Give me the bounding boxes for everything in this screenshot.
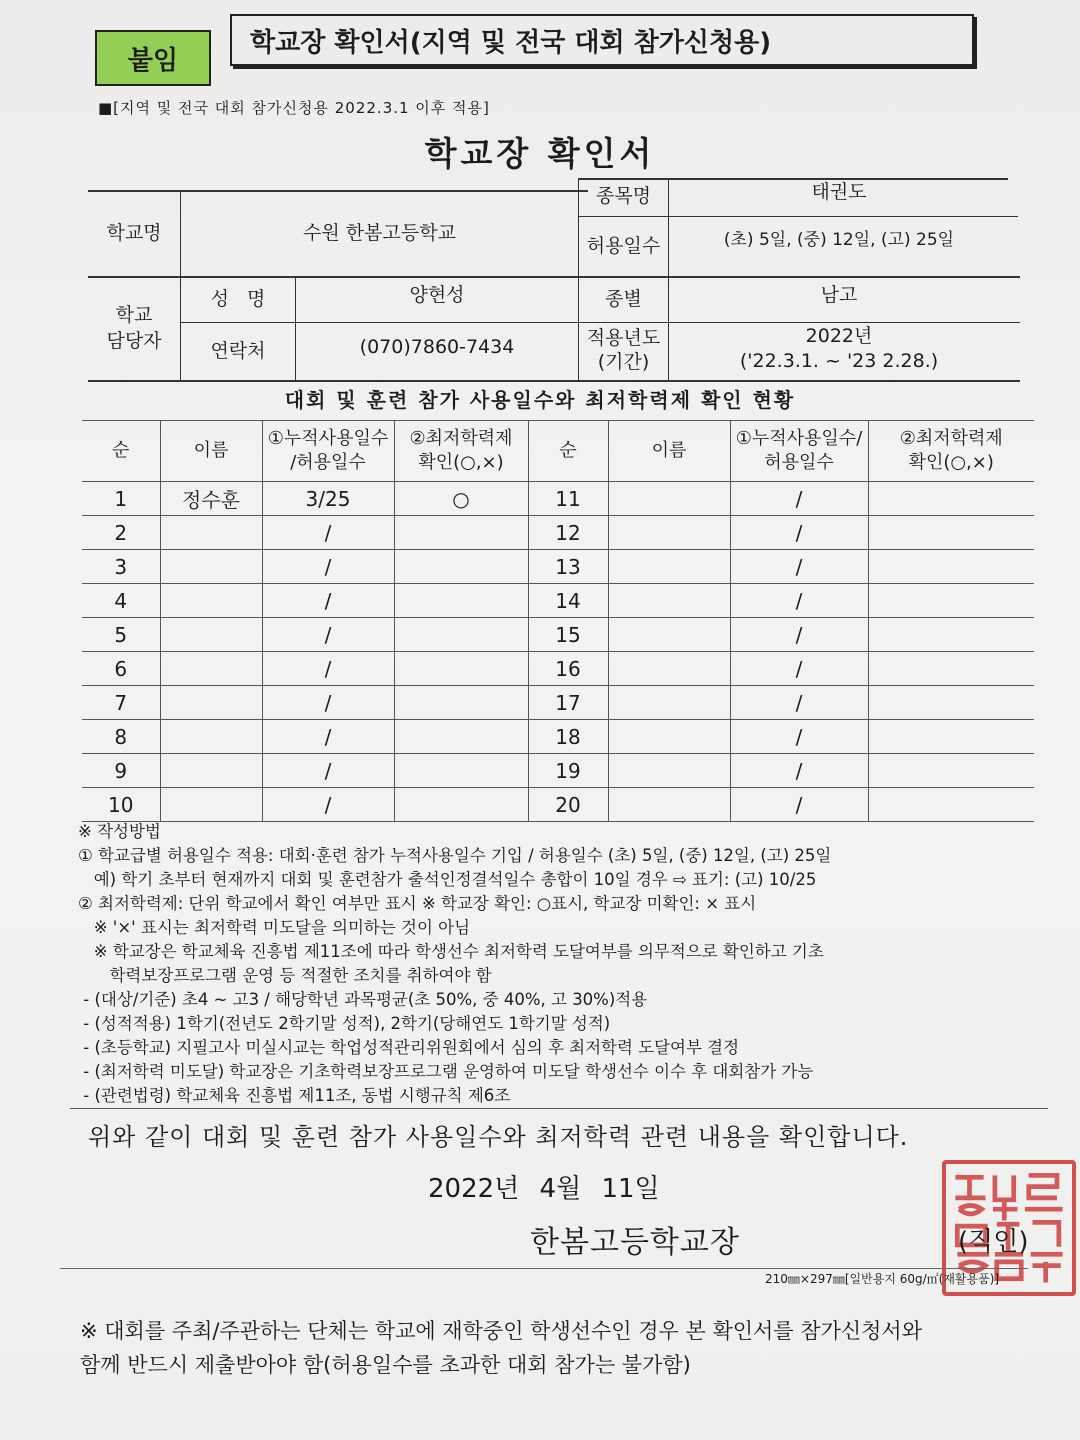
table-cell: /: [262, 550, 394, 584]
table-cell: [608, 516, 730, 550]
table-cell: [394, 550, 528, 584]
table-cell: [160, 550, 262, 584]
table-cell: 8: [82, 720, 160, 754]
instruction-line: - (관련법령) 학교체육 진흥법 제11조, 동법 시행규칙 제6조: [78, 1086, 511, 1105]
footer-note: ※ 대회를 주최/주관하는 단체는 학교에 재학중인 학생선수인 경우 본 확인서를 참가신청서와 함께 반드시 제출받아야 함(허용일수를 초과한 대회 참가는 불가함): [80, 1319, 923, 1377]
manager-label: 학교 담당자: [106, 304, 162, 352]
school-info-block: [88, 170, 1020, 384]
table-cell: [608, 550, 730, 584]
column-header: ②최저학력제 확인(○,×): [394, 421, 528, 482]
table-row: [82, 482, 1034, 516]
instruction-line: ※ '×' 표시는 최저학력 미도달을 의미하는 것이 아님: [78, 918, 471, 937]
gender-value: 남고: [820, 284, 858, 307]
principal-name: 한봄고등학교장: [530, 1225, 740, 1260]
column-header: ①누적사용일수/ 허용일수: [730, 421, 868, 482]
table-cell: 15: [528, 618, 608, 652]
table-cell: /: [262, 686, 394, 720]
period-value: 2022년 ('22.3.1. ~ '23 2.28.): [739, 325, 939, 372]
table-row: [82, 618, 1034, 652]
table-cell: [868, 516, 1034, 550]
table-cell: 1: [82, 482, 160, 516]
instructions-block: [78, 820, 1053, 1108]
table-cell: 17: [528, 686, 608, 720]
instruction-line: - (초등학교) 지필고사 미실시교는 학업성적관리위원회에서 심의 후 최저학력 도달여부 결정: [78, 1038, 740, 1057]
attachment-tag: 붙임: [95, 30, 211, 86]
table-cell: [868, 652, 1034, 686]
table-cell: [160, 584, 262, 618]
school-name-label: 학교명: [106, 222, 162, 245]
table-cell: [160, 720, 262, 754]
table-cell: /: [262, 516, 394, 550]
issue-date: 2022년 4월 11일: [428, 1174, 660, 1204]
table-cell: ○: [394, 482, 528, 516]
table-cell: [394, 652, 528, 686]
table-cell: /: [730, 584, 868, 618]
table-cell: /: [262, 584, 394, 618]
table-cell: 19: [528, 754, 608, 788]
table-cell: /: [730, 550, 868, 584]
header-title: 학교장 확인서(지역 및 전국 대회 참가신청용): [230, 14, 974, 66]
table-cell: /: [730, 618, 868, 652]
table-cell: /: [730, 516, 868, 550]
instruction-line: ① 학교급별 허용일수 적용: 대회·훈련 참가 누적사용일수 기입 / 허용일수 (초) 5일, (중) 12일, (고) 25일: [78, 846, 832, 865]
table-cell: 7: [82, 686, 160, 720]
table-cell: 16: [528, 652, 608, 686]
table-header-row: [82, 421, 1034, 482]
table-cell: /: [262, 720, 394, 754]
table-cell: [868, 618, 1034, 652]
table-cell: 11: [528, 482, 608, 516]
instruction-line: - (대상/기준) 초4 ~ 고3 / 해당학년 과목평균(초 50%, 중 40%, 고 30%)적용: [78, 990, 648, 1009]
table-cell: /: [730, 652, 868, 686]
table-cell: 12: [528, 516, 608, 550]
table-cell: [608, 720, 730, 754]
instruction-line: 학력보장프로그램 운영 등 적절한 조치를 취하여야 함: [78, 966, 492, 985]
table-cell: 4: [82, 584, 160, 618]
document-title: 학교장 확인서: [424, 134, 656, 173]
sport-label: 종목명: [595, 185, 652, 208]
column-header: 이름: [160, 421, 262, 482]
paper-spec: 210㎜×297㎜[일반용지 60g/㎡(재활용품)]: [765, 1272, 1000, 1286]
table-cell: /: [730, 788, 868, 822]
table-cell: 13: [528, 550, 608, 584]
table-cell: [160, 788, 262, 822]
period-label: 적용년도 (기간): [586, 327, 661, 373]
gender-label: 종별: [605, 288, 642, 311]
column-header: 순: [528, 421, 608, 482]
apply-note: ■[지역 및 전국 대회 참가신청용 2022.3.1 이후 적용]: [98, 99, 490, 117]
instruction-line: 예) 학기 초부터 현재까지 대회 및 훈련참가 출석인정결석일수 총합이 10일 경우 ⇨ 표기: (고) 10/25: [78, 870, 817, 889]
person-name-label: 성 명: [210, 288, 266, 311]
seal-label: (직인): [958, 1227, 1029, 1257]
table-cell: [160, 686, 262, 720]
table-cell: [160, 652, 262, 686]
table-row: [82, 652, 1034, 686]
divider: [60, 1268, 1028, 1269]
table-cell: [868, 788, 1034, 822]
table-row: [82, 788, 1034, 822]
table-cell: [394, 788, 528, 822]
column-header: 이름: [608, 421, 730, 482]
contact-value: (070)7860-7434: [359, 336, 515, 359]
table-cell: [394, 618, 528, 652]
table-cell: [868, 754, 1034, 788]
table-cell: 9: [82, 754, 160, 788]
table-cell: /: [262, 652, 394, 686]
table-cell: [868, 720, 1034, 754]
allowed-days-value: (초) 5일, (중) 12일, (고) 25일: [723, 229, 955, 250]
table-row: [82, 686, 1034, 720]
table-cell: [608, 652, 730, 686]
table-cell: [394, 754, 528, 788]
table-row: [82, 516, 1034, 550]
table-cell: /: [262, 618, 394, 652]
table-cell: [608, 482, 730, 516]
table-cell: 3/25: [262, 482, 394, 516]
table-cell: [868, 550, 1034, 584]
column-header: ①누적사용일수 /허용일수: [262, 421, 394, 482]
table-cell: [160, 754, 262, 788]
participation-table: [82, 420, 1034, 822]
confirmation-statement: 위와 같이 대회 및 훈련 참가 사용일수와 최저학력 관련 내용을 확인합니다.: [88, 1123, 909, 1151]
table-cell: /: [262, 754, 394, 788]
table-cell: /: [730, 686, 868, 720]
contact-label: 연락처: [210, 340, 266, 363]
table-cell: [394, 516, 528, 550]
instruction-line: ※ 학교장은 학교체육 진흥법 제11조에 따라 학생선수 최저학력 도달여부를 의무적으로 확인하고 기초: [78, 942, 824, 961]
table-cell: [608, 584, 730, 618]
table-body: [82, 482, 1034, 822]
table-cell: 20: [528, 788, 608, 822]
table-row: [82, 720, 1034, 754]
table-cell: [868, 584, 1034, 618]
column-header: ②최저학력제 확인(○,×): [868, 421, 1034, 482]
table-row: [82, 584, 1034, 618]
allowed-days-label: 허용일수: [586, 235, 661, 258]
table-cell: [394, 584, 528, 618]
school-name-value: 수원 한봄고등학교: [303, 222, 456, 245]
table-cell: [160, 516, 262, 550]
table-cell: 5: [82, 618, 160, 652]
table-cell: 10: [82, 788, 160, 822]
table-cell: [868, 686, 1034, 720]
table-cell: [394, 686, 528, 720]
table-cell: 6: [82, 652, 160, 686]
table-cell: [608, 788, 730, 822]
table-row: [82, 754, 1034, 788]
table-cell: [394, 720, 528, 754]
table-cell: [160, 618, 262, 652]
table-cell: 3: [82, 550, 160, 584]
divider: [70, 1108, 1048, 1109]
table-cell: /: [730, 720, 868, 754]
table-cell: /: [262, 788, 394, 822]
table-cell: 14: [528, 584, 608, 618]
table-cell: /: [730, 482, 868, 516]
column-header: 순: [82, 421, 160, 482]
table-row: [82, 550, 1034, 584]
sport-value: 태권도: [811, 181, 867, 204]
status-subtitle: 대회 및 훈련 참가 사용일수와 최저학력제 확인 현황: [284, 388, 796, 412]
instruction-line: - (최저학력 미도달) 학교장은 기초학력보장프로그램 운영하여 미도달 학생선수 이수 후 대회참가 가능: [78, 1062, 814, 1081]
table-cell: 정수훈: [160, 482, 262, 516]
instruction-line: ※ 작성방법: [78, 822, 161, 841]
table-cell: [608, 618, 730, 652]
table-cell: 2: [82, 516, 160, 550]
table-cell: [608, 686, 730, 720]
instruction-line: - (성적적용) 1학기(전년도 2학기말 성적), 2학기(당해연도 1학기말 성적): [78, 1014, 611, 1033]
table-cell: 18: [528, 720, 608, 754]
person-name-value: 양현성: [409, 284, 465, 307]
table-cell: [868, 482, 1034, 516]
table-cell: [608, 754, 730, 788]
table-cell: /: [730, 754, 868, 788]
instruction-line: ② 최저학력제: 단위 학교에서 확인 여부만 표시 ※ 학교장 확인: ○표시, 학교장 미확인: × 표시: [78, 894, 757, 913]
